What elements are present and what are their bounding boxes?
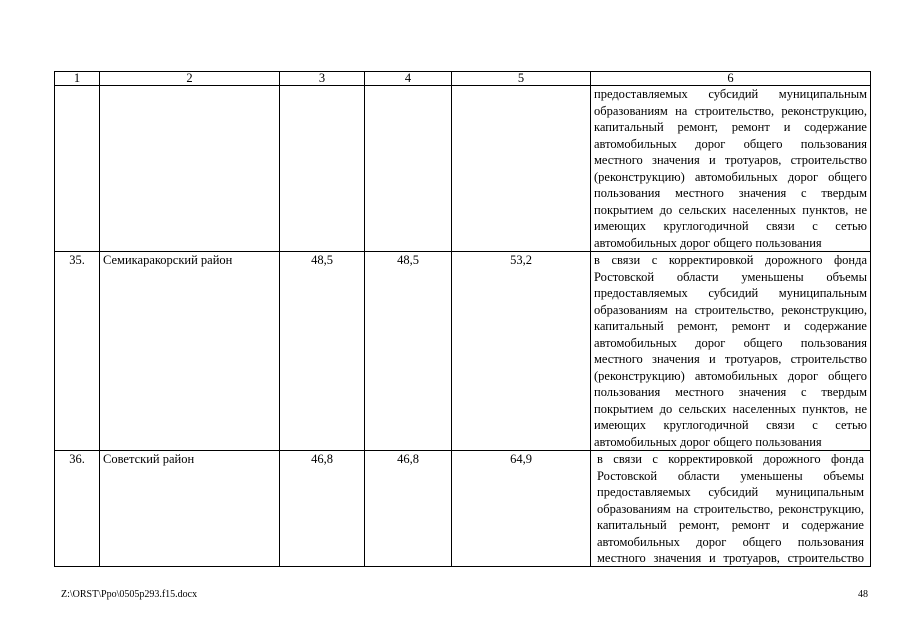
table-row bbox=[55, 252, 871, 451]
footer-file-path: Z:\ORST\Ppo\0505p293.f15.docx bbox=[61, 589, 198, 600]
value-col-4: 48,5 bbox=[365, 252, 452, 451]
row-note: в связи с корректировкой дорожного фонда Ростовской области уменьшены объемы предоставляемых субсидий муниципальным образованиям на строительство, реконструкцию, капитальный ремонт, ремонт и содержание автомобильных дорог общего пользования местного значения и тротуаров, строительство bbox=[597, 452, 864, 565]
row-number: 35. bbox=[55, 252, 100, 451]
table-row bbox=[55, 451, 871, 567]
table-row-continuation bbox=[55, 86, 871, 252]
header-cell-4: 4 bbox=[365, 72, 452, 86]
empty-cell bbox=[100, 86, 280, 252]
row-number: 36. bbox=[55, 451, 100, 567]
table-header-row bbox=[55, 72, 871, 86]
data-table bbox=[54, 71, 871, 567]
value-col-3: 46,8 bbox=[280, 451, 365, 567]
row-note-cell bbox=[591, 451, 871, 567]
continuation-note: предоставляемых субсидий муниципальным образованиям на строительство, реконструкцию, капитальный ремонт, ремонт и содержание автомобильных дорог общего пользования местного значения и тротуаров, строительство (реконструкцию) автомобильных дорог общего пользования местного значения с твердым покрытием до сельских населенных пунктов, не имеющих круглогодичной связи с сетью автомобильных дорог общего пользования bbox=[591, 86, 871, 252]
header-cell-3: 3 bbox=[280, 72, 365, 86]
header-cell-6: 6 bbox=[591, 72, 871, 86]
row-note: в связи с корректировкой дорожного фонда Ростовской области уменьшены объемы предоставляемых субсидий муниципальным образованиям на строительство, реконструкцию, капитальный ремонт, ремонт и содержание автомобильных дорог общего пользования местного значения и тротуаров, строительство (реконструкцию) автомобильных дорог общего пользования местного значения с твердым покрытием до сельских населенных пунктов, не имеющих круглогодичной связи с сетью автомобильных дорог общего пользования bbox=[591, 252, 871, 451]
footer-page-number: 48 bbox=[858, 589, 868, 600]
empty-cell bbox=[55, 86, 100, 252]
value-col-5: 53,2 bbox=[452, 252, 591, 451]
value-col-5: 64,9 bbox=[452, 451, 591, 567]
empty-cell bbox=[365, 86, 452, 252]
value-col-4: 46,8 bbox=[365, 451, 452, 567]
value-col-3: 48,5 bbox=[280, 252, 365, 451]
district-name: Семикаракорский район bbox=[100, 252, 280, 451]
header-cell-5: 5 bbox=[452, 72, 591, 86]
header-cell-2: 2 bbox=[100, 72, 280, 86]
district-name: Советский район bbox=[100, 451, 280, 567]
header-cell-1: 1 bbox=[55, 72, 100, 86]
empty-cell bbox=[452, 86, 591, 252]
empty-cell bbox=[280, 86, 365, 252]
